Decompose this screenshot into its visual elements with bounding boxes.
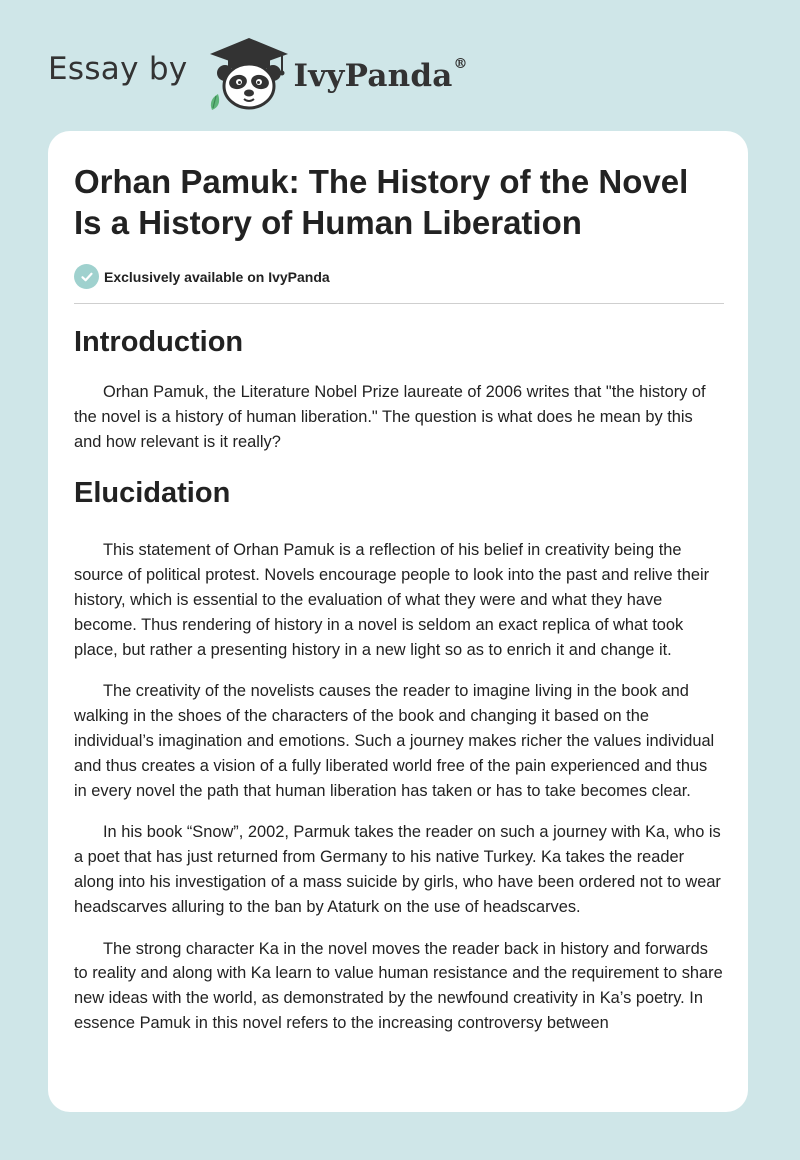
brand-name[interactable]: IvyPanda®: [293, 56, 468, 94]
essay-card: [48, 131, 748, 1112]
site-header: [48, 34, 468, 114]
section-heading-elucidation: Elucidation: [74, 477, 231, 510]
paragraph: The creativity of the novelists causes the reader to imagine living in the book and walking in the shoes of the characters of the book and changing it based on the individual’s imagination and emotions. Such a journey makes richer the values individual and thus creates a vision of a fully liberated world free of the pain experienced and thus in every novel the path that human liberation has taken or has to take becomes clear.: [74, 682, 715, 800]
essay-content: [74, 161, 724, 1036]
essay-title: Orhan Pamuk: The History of the Novel Is a History of Human Liberation: [74, 163, 689, 241]
panda-graduation-cap-logo-icon[interactable]: [204, 34, 294, 114]
check-icon: [74, 264, 99, 289]
paragraph: This statement of Orhan Pamuk is a reflection of his belief in creativity being the source of political protest. Novels encourage people to look into the past and relive their history, which is essential to the evaluation of what they were and what they have become. Thus rendering of history in a novel is seldom an exact replica of what took place, but rather a presenting history in a new light so as to enrich it and change it.: [74, 541, 710, 659]
paragraph: Orhan Pamuk, the Literature Nobel Prize laureate of 2006 writes that "the history of the novel is a history of human liberation." The question is what does he mean by this and how relevant is it really?: [74, 383, 706, 451]
paragraph: In his book “Snow”, 2002, Parmuk takes the reader on such a journey with Ka, who is a poet that has just returned from Germany to his native Turkey. Ka takes the reader along into his investigation of a mass suicide by girls, who have been ordered not to wear headscarves alluring to the ban by Ataturk on the use of headscarves.: [74, 823, 721, 916]
essay-by-label: Essay by: [48, 51, 188, 87]
exclusive-badge-text: Exclusively available on IvyPanda: [104, 268, 330, 285]
registered-mark: ®: [453, 56, 468, 72]
exclusive-badge: [74, 264, 724, 304]
paragraph: The strong character Ka in the novel moves the reader back in history and forwards to reality and along with Ka learn to value human resistance and the requirement to share new ideas with the world, as demonstrated by the newfound creativity in Ka’s poetry. In essence Pamuk in this novel refers to the increasing controversy between: [74, 939, 723, 1032]
section-heading-introduction: Introduction: [74, 326, 244, 358]
